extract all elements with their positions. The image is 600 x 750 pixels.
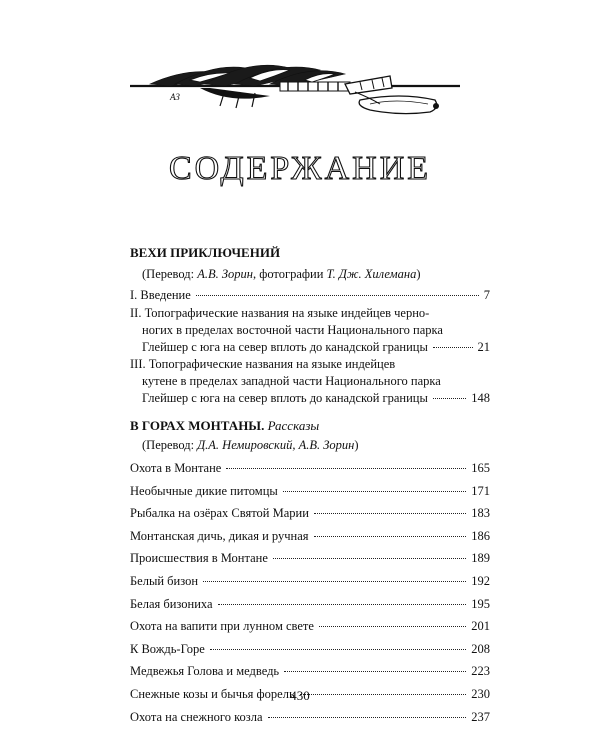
toc-entry[interactable] bbox=[130, 287, 490, 304]
toc-entry[interactable] bbox=[130, 505, 490, 522]
section-credits bbox=[142, 438, 359, 453]
toc-entry-page: 183 bbox=[471, 506, 490, 521]
toc-entry-title: Медвежья Голова и медведь bbox=[130, 664, 280, 679]
ornament-initials: АЗ bbox=[170, 92, 180, 102]
dot-leader bbox=[218, 604, 467, 605]
toc-entry-page: 171 bbox=[471, 483, 490, 498]
toc-entry-page: 223 bbox=[471, 664, 490, 679]
toc-entry-page: 237 bbox=[471, 709, 490, 724]
credits-prefix: (Перевод: bbox=[142, 267, 198, 281]
dot-leader bbox=[433, 347, 473, 348]
credits-photographer: Т. Дж. Хилемана bbox=[326, 267, 417, 281]
toc-entry-title: Охота в Монтане bbox=[130, 461, 222, 475]
toc-entry-title: Монтанская дичь, дикая и ручная bbox=[130, 528, 309, 543]
toc-entry-title-line: II. Топографические названия на языке индейцев черно- bbox=[130, 306, 430, 320]
toc-entry-page: 21 bbox=[477, 340, 490, 354]
dot-leader bbox=[210, 649, 466, 650]
toc-entry-title: Белый бизон bbox=[130, 574, 199, 588]
toc-entry-title: Охота на вапити при лунном свете bbox=[130, 619, 314, 634]
toc-entry-title: I. Введение bbox=[130, 288, 191, 302]
page-number: 430 bbox=[290, 688, 310, 703]
toc-entry-page: 7 bbox=[483, 288, 490, 302]
toc-entry-title: Белая бизониха bbox=[130, 596, 213, 611]
toc-entry-title: Рыбалка на озёрах Святой Марии bbox=[130, 506, 309, 521]
toc-entry[interactable] bbox=[130, 596, 490, 613]
credits-suffix: ) bbox=[416, 267, 421, 281]
toc-entry-title-line: ногих в пределах восточной части Национального парка bbox=[142, 323, 443, 337]
toc-entry-title: Охота на снежного козла bbox=[130, 709, 263, 724]
toc-entry-page: 195 bbox=[471, 596, 490, 611]
toc-entry-page: 208 bbox=[471, 641, 490, 656]
dot-leader bbox=[433, 398, 466, 399]
dot-leader bbox=[268, 717, 467, 718]
toc-entry-title: Происшествия в Монтане bbox=[130, 551, 268, 566]
toc-entry[interactable] bbox=[130, 641, 490, 658]
dot-leader bbox=[314, 513, 466, 514]
toc-entry[interactable] bbox=[130, 618, 490, 635]
toc-entry-title: К Вождь-Горе bbox=[130, 641, 205, 656]
toc-entry[interactable] bbox=[130, 460, 490, 477]
toc-entry[interactable] bbox=[130, 305, 490, 356]
toc-entry-title: Снежные козы и бычья форель bbox=[130, 687, 295, 701]
section-heading-text: ВЕХИ ПРИКЛЮЧЕНИЙ bbox=[130, 245, 281, 260]
toc-entry[interactable] bbox=[130, 356, 490, 407]
dot-leader bbox=[226, 468, 466, 469]
dot-leader bbox=[203, 581, 466, 582]
credits-prefix: (Перевод: bbox=[142, 438, 198, 452]
toc-entry-page: 148 bbox=[471, 391, 490, 405]
toc-entry-page: 186 bbox=[471, 528, 490, 543]
toc-entry[interactable] bbox=[130, 663, 490, 680]
toc-entry[interactable] bbox=[130, 550, 490, 567]
toc-entry-title-line: III. Топографические названия на языке индейцев bbox=[130, 357, 396, 371]
dot-leader bbox=[319, 626, 466, 627]
dot-leader bbox=[196, 295, 479, 296]
page-title: СОДЕРЖАНИЕ bbox=[168, 150, 432, 187]
toc-entry-page: 189 bbox=[471, 551, 490, 566]
toc-entry-page: 192 bbox=[471, 574, 490, 588]
dot-leader bbox=[314, 536, 467, 537]
section-heading bbox=[130, 245, 280, 261]
toc-entry-title-line: Глейшер с юга на север вплоть до канадской границы bbox=[142, 340, 428, 354]
credits-middle: , фотографии bbox=[253, 267, 327, 281]
credits-translator: А.В. Зорин bbox=[197, 267, 253, 281]
section-heading-text: В ГОРАХ МОНТАНЫ. bbox=[130, 418, 265, 433]
dot-leader bbox=[283, 491, 466, 492]
feathered-pipe-ornament-icon bbox=[130, 60, 460, 120]
credits-translator: Д.А. Немировский, А.В. Зорин bbox=[197, 438, 355, 452]
dot-leader bbox=[273, 558, 466, 559]
toc-entry-title-line: кутене в пределах западной части Национального парка bbox=[142, 374, 441, 388]
toc-entry[interactable] bbox=[130, 483, 490, 500]
section-subtitle: Рассказы bbox=[267, 418, 320, 433]
toc-entry-page: 201 bbox=[471, 619, 490, 634]
toc-entry[interactable] bbox=[130, 573, 490, 590]
credits-suffix: ) bbox=[354, 438, 359, 452]
dot-leader bbox=[284, 671, 466, 672]
toc-entry-title: Необычные дикие питомцы bbox=[130, 483, 278, 498]
toc-entry-page: 165 bbox=[471, 461, 490, 475]
toc-entry-title-line: Глейшер с юга на север вплоть до канадской границы bbox=[142, 391, 428, 405]
section-credits bbox=[142, 267, 421, 282]
toc-entry[interactable] bbox=[130, 709, 490, 726]
toc-entry[interactable] bbox=[130, 528, 490, 545]
section-heading bbox=[130, 418, 319, 434]
toc-entry-page: 230 bbox=[471, 687, 490, 701]
